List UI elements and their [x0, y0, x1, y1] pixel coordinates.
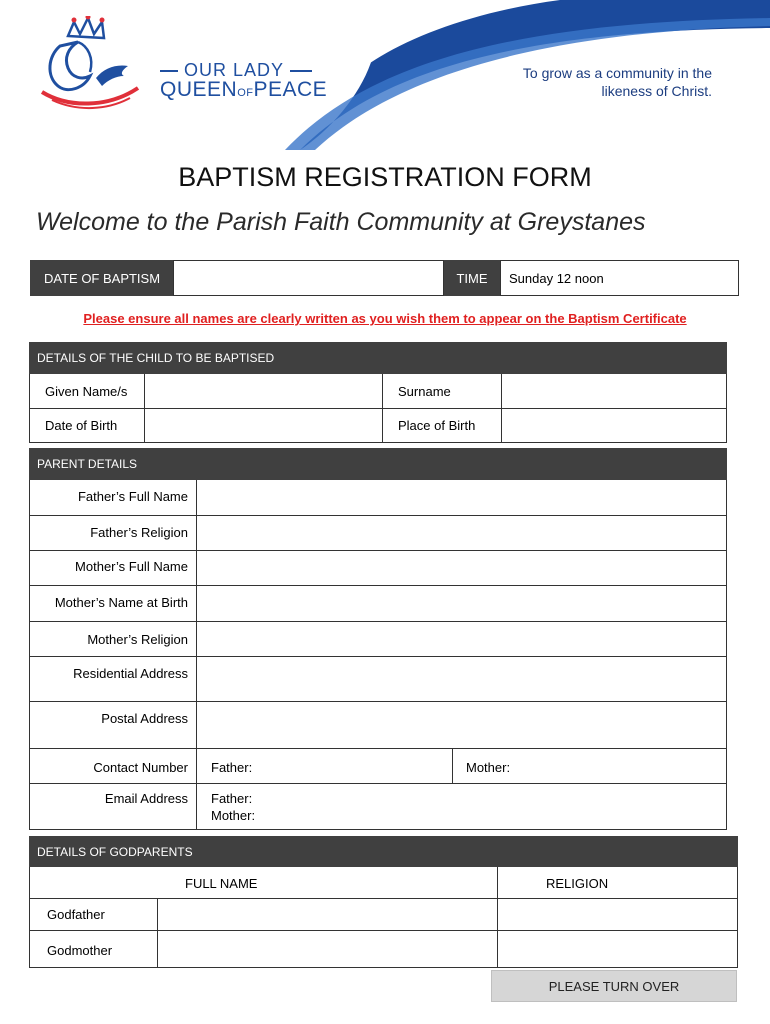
child-details-heading: DETAILS OF THE CHILD TO BE BAPTISED — [29, 342, 727, 374]
residential-address-field[interactable] — [197, 657, 726, 701]
time-label: TIME — [444, 260, 500, 296]
godparents-heading: DETAILS OF GODPARENTS — [29, 836, 738, 867]
postal-address-field[interactable] — [197, 702, 726, 748]
surname-label: Surname — [398, 384, 451, 399]
email-father-label: Father: — [211, 791, 253, 806]
fathers-full-name-field[interactable] — [197, 481, 726, 515]
godmother-religion-field[interactable] — [498, 931, 737, 967]
godfather-name-field[interactable] — [158, 899, 496, 930]
contact-father-field[interactable] — [260, 749, 451, 783]
logo-text-our-lady: OUR LADY — [160, 60, 312, 81]
parish-logo-icon — [38, 16, 158, 112]
date-of-birth-field[interactable] — [145, 409, 381, 442]
contact-mother-label: Mother: — [466, 760, 511, 775]
given-names-label: Given Name/s — [45, 384, 128, 399]
religion-column-header: RELIGION — [546, 876, 609, 891]
given-names-field[interactable] — [145, 375, 381, 408]
godmother-name-field[interactable] — [158, 931, 496, 967]
time-value: Sunday 12 noon — [509, 270, 604, 286]
mothers-name-at-birth-field[interactable] — [197, 586, 726, 621]
mothers-religion-label: Mother’s Religion — [87, 632, 188, 647]
date-of-baptism-label: DATE OF BAPTISM — [30, 260, 173, 296]
email-mother-label: Mother: — [211, 808, 256, 823]
email-address-label: Email Address — [104, 791, 188, 806]
mothers-name-at-birth-label: Mother’s Name at Birth — [54, 595, 188, 610]
mothers-religion-field[interactable] — [197, 622, 726, 656]
logo-text-queen-of-peace: QUEENOFPEACE — [160, 78, 328, 101]
godfather-religion-field[interactable] — [498, 899, 737, 930]
postal-address-label: Postal Address — [101, 711, 188, 726]
contact-father-label: Father: — [211, 760, 253, 775]
form-title: BAPTISM REGISTRATION FORM — [178, 162, 592, 192]
time-field[interactable] — [500, 260, 739, 296]
date-of-baptism-field[interactable] — [173, 260, 444, 296]
date-of-birth-label: Date of Birth — [45, 418, 118, 433]
fathers-religion-field[interactable] — [197, 516, 726, 550]
fathers-full-name-label: Father’s Full Name — [77, 489, 188, 504]
certificate-notice: Please ensure all names are clearly written as you wish them to appear on the Baptism Certificate — [83, 311, 687, 326]
godmother-label: Godmother — [47, 943, 113, 958]
mothers-full-name-label: Mother’s Full Name — [75, 559, 188, 574]
parish-tagline: To grow as a community in the likeness of Christ. — [522, 65, 712, 99]
fathers-religion-label: Father’s Religion — [90, 525, 188, 540]
welcome-heading: Welcome to the Parish Faith Community at Greystanes — [36, 208, 646, 236]
parent-details-heading: PARENT DETAILS — [29, 448, 727, 480]
surname-field[interactable] — [502, 375, 726, 408]
residential-address-label: Residential Address — [73, 666, 188, 681]
email-address-field[interactable] — [270, 784, 726, 829]
please-turn-over-banner: PLEASE TURN OVER — [491, 970, 737, 1002]
full-name-column-header: FULL NAME — [185, 876, 258, 891]
place-of-birth-field[interactable] — [502, 409, 726, 442]
contact-number-label: Contact Number — [93, 760, 188, 775]
godfather-label: Godfather — [47, 907, 105, 922]
mothers-full-name-field[interactable] — [197, 551, 726, 585]
place-of-birth-label: Place of Birth — [398, 418, 476, 433]
contact-mother-field[interactable] — [520, 749, 726, 783]
